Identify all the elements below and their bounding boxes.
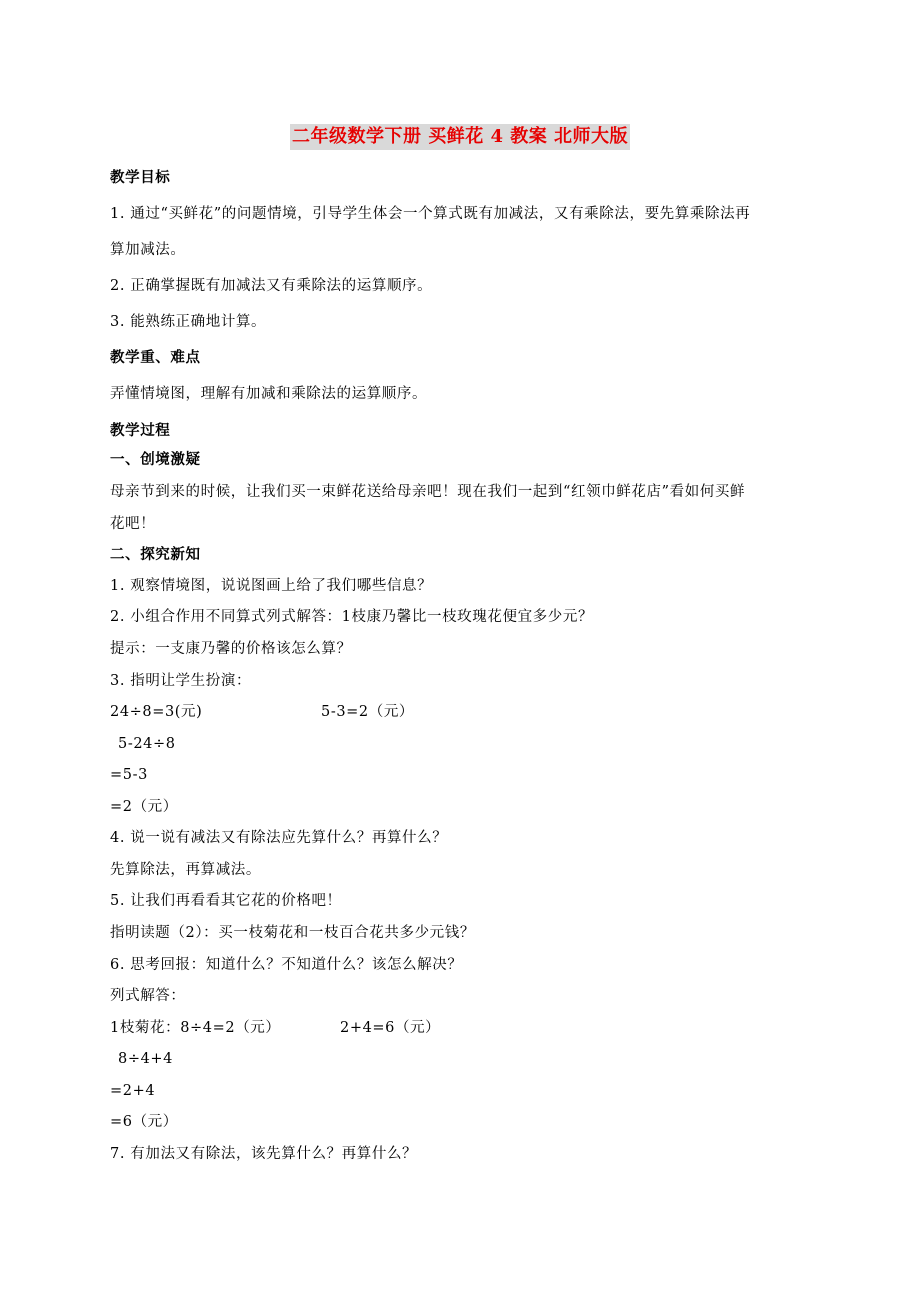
calc-2a: 1枝菊花：8÷4=2（元） [110,1020,281,1036]
step-3: 3. 指明让学生扮演： [110,673,252,689]
step-6-label: 列式解答： [110,988,186,1004]
objective-1: 1. 通过“买鲜花”的问题情境，引导学生体会一个算式既有加减法，又有乘除法，要先算乘除法再 [110,206,751,222]
calc-2b: 2+4=6（元） [340,1020,441,1036]
section-1-heading: 一、创境激疑 [110,452,201,468]
heading-objectives: 教学目标 [110,170,171,186]
section-2-heading: 二、探究新知 [110,547,201,563]
section-1-text: 母亲节到来的时候，让我们买一束鲜花送给母亲吧！现在我们一起到“红领巾鲜花店”看如何买鲜 [110,484,746,500]
calc-1a: 24÷8=3(元) [110,704,203,720]
calc-2e: =6（元） [110,1114,178,1130]
step-4-answer: 先算除法，再算减法。 [110,862,261,878]
document-title-wrap [0,124,920,150]
calc-1d: =5-3 [110,767,148,783]
step-5: 5. 让我们再看看其它花的价格吧！ [110,893,342,909]
heading-process: 教学过程 [110,423,171,439]
objective-1-cont: 算加减法。 [110,242,186,258]
step-2: 2. 小组合作用不同算式列式解答：1枝康乃馨比一枝玫瑰花便宜多少元？ [110,609,594,625]
heading-key-points: 教学重、难点 [110,350,201,366]
step-1: 1. 观察情境图，说说图画上给了我们哪些信息？ [110,578,433,594]
calc-1e: =2（元） [110,799,178,815]
key-points-text: 弄懂情境图，理解有加减和乘除法的运算顺序。 [110,386,428,402]
calc-1c: 5-24÷8 [118,736,176,752]
objective-3: 3. 能熟练正确地计算。 [110,314,267,330]
step-5-question: 指明读题（2）：买一枝菊花和一枝百合花共多少元钱？ [110,925,475,941]
calc-2d: =2+4 [110,1083,156,1099]
document-title: 二年级数学下册 买鲜花 4 教案 北师大版 [290,124,630,150]
calc-1b: 5-3=2（元） [321,704,415,720]
step-7: 7. 有加法又有除法，该先算什么？再算什么？ [110,1146,418,1162]
hint: 提示：一支康乃馨的价格该怎么算？ [110,641,352,657]
section-1-text-cont: 花吧！ [110,516,156,532]
step-4: 4. 说一说有减法又有除法应先算什么？再算什么？ [110,830,448,846]
calc-2c: 8÷4+4 [118,1051,173,1067]
objective-2: 2. 正确掌握既有加减法又有乘除法的运算顺序。 [110,278,433,294]
step-6: 6. 思考回报：知道什么？不知道什么？该怎么解决？ [110,957,463,973]
